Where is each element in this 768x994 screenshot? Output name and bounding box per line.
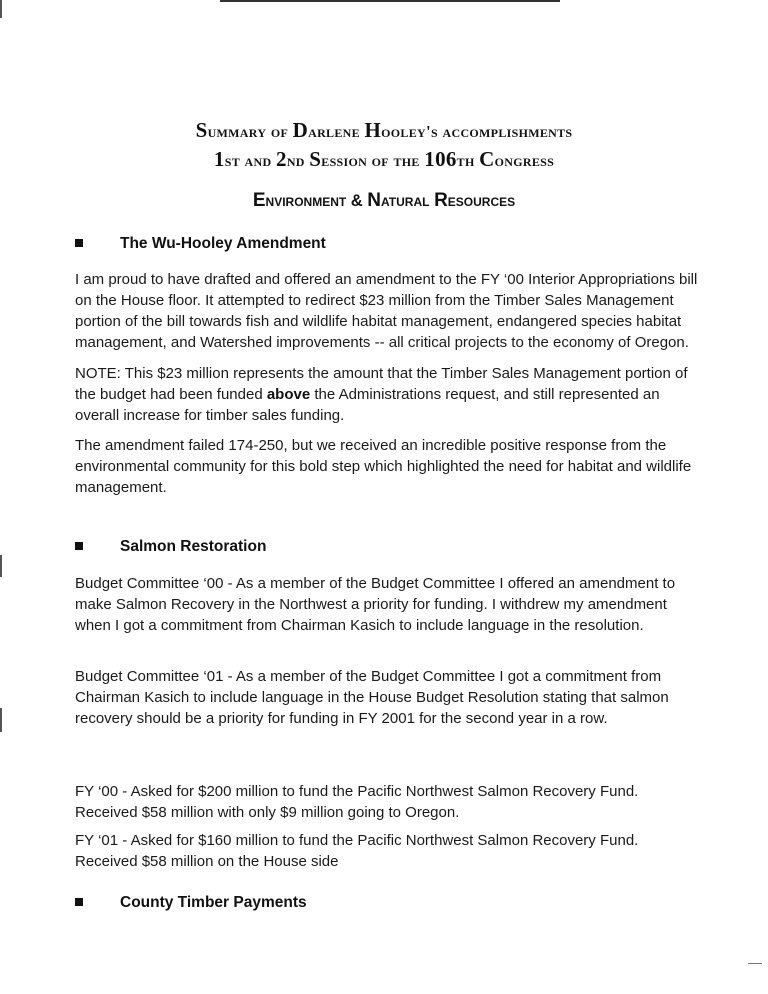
paragraph: The amendment failed 174-250, but we received an incredible positive response from the environmental community for this bold step which highlighted the need for habitat and wildlife management.	[75, 437, 692, 496]
scan-edge-mark	[748, 963, 762, 964]
paragraph: I am proud to have drafted and offered an amendment to the FY ‘00 Interior Appropriations bill on the House floor. It attempted to redirect $23 million from the Timber Sales Management portion of the bill towards fish and wildlife habitat management, endangered species habitat management, and Watershed improvements -- all critical projects to the economy of Oregon.	[75, 271, 698, 351]
bullet-heading-salmon-restoration: Salmon Restoration	[75, 538, 266, 556]
square-bullet-icon	[75, 898, 83, 906]
section-heading: Environment & Natural Resources	[252, 190, 516, 211]
paragraph: FY ‘01 - Asked for $160 million to fund the Pacific Northwest Salmon Recovery Fund. Received $58 million on the House side	[75, 832, 639, 870]
scan-edge-mark	[0, 708, 2, 732]
bullet-heading-wu-hooley: The Wu-Hooley Amendment	[75, 235, 326, 253]
scan-edge-mark	[0, 555, 2, 577]
scan-edge-mark	[0, 0, 2, 18]
bullet-heading-county-timber: County Timber Payments	[75, 894, 307, 912]
paragraph: Budget Committee ‘01 - As a member of the Budget Committee I got a commitment from Chairman Kasich to include language in the House Budget Resolution stating that salmon recovery should be a priority for funding in FY 2001 for the second year in a row.	[75, 668, 669, 727]
title-line-2: 1st and 2nd Session of the 106th Congress	[213, 147, 555, 171]
paragraph: FY ‘00 - Asked for $200 million to fund the Pacific Northwest Salmon Recovery Fund. Received $58 million with only $9 million going to Oregon.	[75, 783, 639, 821]
scan-edge-line	[220, 0, 560, 2]
paragraph: Budget Committee ‘00 - As a member of the Budget Committee I offered an amendment to make Salmon Recovery in the Northwest a priority for funding. I withdrew my amendment when I got a commitment from Chairman Kasich to include language in the resolution.	[75, 575, 676, 634]
note-paragraph: NOTE: This $23 million represents the amount that the Timber Sales Management portion of the budget had been funded above the Administrations request, and still represented an overall increase for timber sales funding.	[75, 365, 688, 424]
title-line-1: Summary of Darlene Hooley's accomplishments	[195, 118, 573, 142]
square-bullet-icon	[75, 239, 83, 247]
document-title	[0, 118, 768, 172]
square-bullet-icon	[75, 542, 83, 550]
